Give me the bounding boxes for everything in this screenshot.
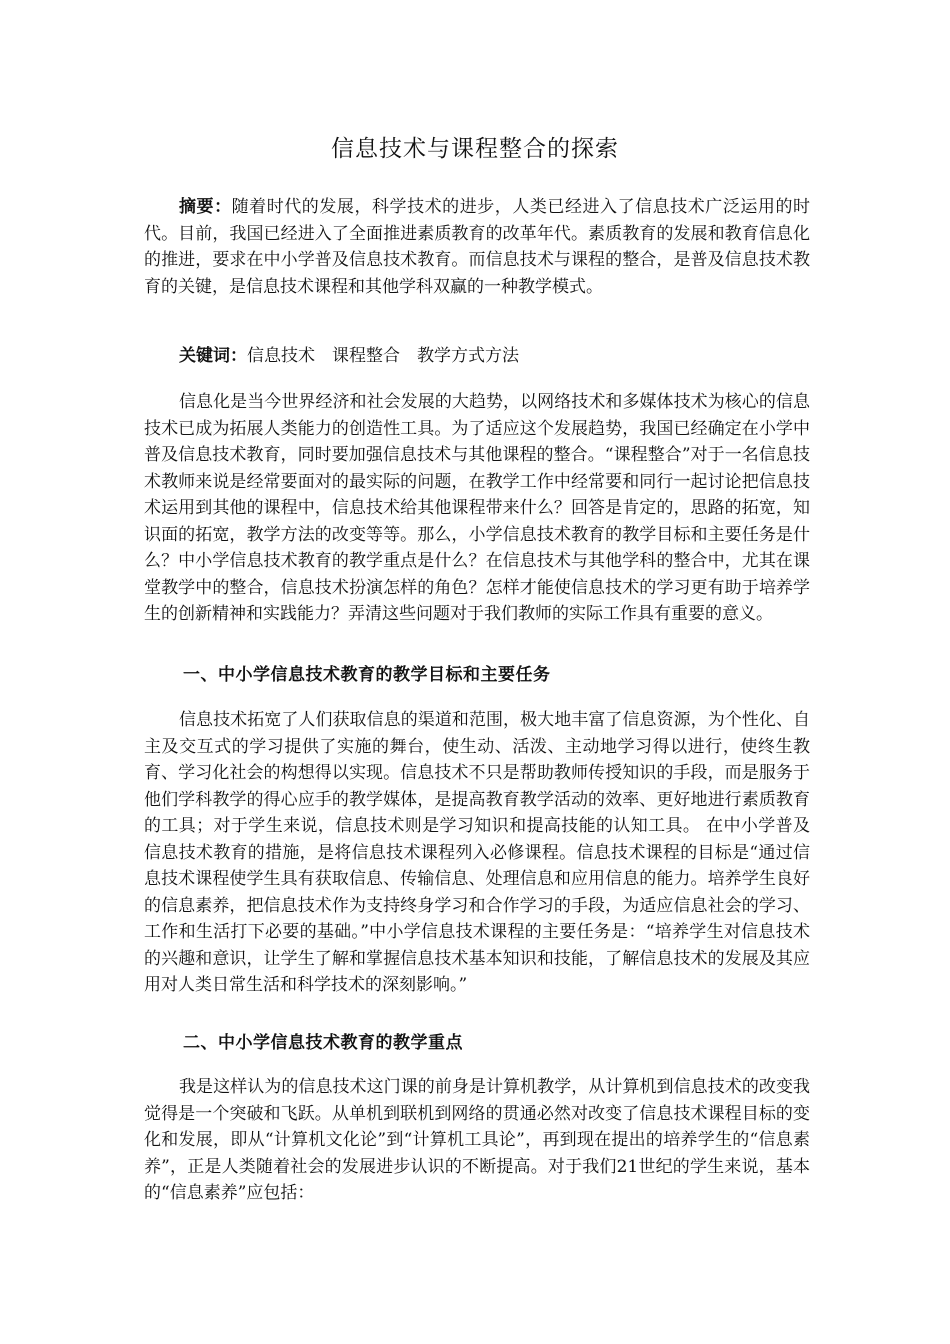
abstract-text: 随着时代的发展，科学技术的进步，人类已经进入了信息技术广泛运用的时代。目前，我国已经进入了全面推进素质教育的改革年代。素质教育的发展和教育信息化的推进，要求在中小学普及信息技术教育。而信息技术与课程的整合，是普及信息技术教育的关键，是信息技术课程和其他学科双赢的一种教学模式。: [144, 197, 811, 297]
abstract-paragraph: [144, 194, 810, 300]
keywords-label: 关键词：: [179, 346, 247, 366]
section-1-heading: 一、中小学信息技术教育的教学目标和主要任务: [183, 665, 551, 685]
abstract-label: 摘要：: [179, 197, 232, 217]
section-1-body: 信息技术拓宽了人们获取信息的渠道和范围，极大地丰富了信息资源，为个性化、自主及交互式的学习提供了实施的舞台，使生动、活泼、主动地学习得以进行，使终生教育、学习化社会的构想得以实现。信息技术不只是帮助教师传授知识的手段，而是服务于他们学科教学的得心应手的教学媒体，是提高教育教学活动的效率、更好地进行素质教育的工具；对于学生来说，信息技术则是学习知识和提高技能的认知工具。 在中小学普及信息技术教育的措施，是将信息技术课程列入必修课程。信息技术课程的目标是“通过信息技术课程使学生具有获取信息、传输信息、处理信息和应用信息的能力。培养学生良好的信息素养，把信息技术作为支持终身学习和合作学习的手段，为适应信息社会的学习、工作和生活打下必要的基础。”中小学信息技术课程的主要任务是：“培养学生对信息技术的兴趣和意识，让学生了解和掌握信息技术基本知识和技能，了解信息技术的发展及其应用对人类日常生活和科学技术的深刻影响。”: [144, 710, 810, 995]
document-title: 信息技术与课程整合的探索: [331, 136, 619, 162]
keyword-item: 教学方式方法: [417, 346, 519, 366]
section-2-body: 我是这样认为的信息技术这门课的前身是计算机教学，从计算机到信息技术的改变我觉得是一个突破和飞跃。从单机到联机到网络的贯通必然对改变了信息技术课程目标的变化和发展，即从“计算机文化论”到“计算机工具论”，再到现在提出的培养学生的“信息素养”，正是人类随着社会的发展进步认识的不断提高。对于我们21世纪的学生来说，基本的“信息素养”应包括：: [144, 1077, 810, 1203]
keyword-item: 信息技术: [247, 346, 315, 366]
keywords-line: [144, 343, 810, 370]
keyword-item: 课程整合: [332, 346, 400, 366]
section-2-heading: 二、中小学信息技术教育的教学重点: [183, 1033, 463, 1053]
intro-paragraph: 信息化是当今世界经济和社会发展的大趋势，以网络技术和多媒体技术为核心的信息技术已成为拓展人类能力的创造性工具。为了适应这个发展趋势，我国已经确定在小学中普及信息技术教育，同时要加强信息技术与其他课程的整合。“课程整合”对于一名信息技术教师来说是经常要面对的最实际的问题，在教学工作中经常要和同行一起讨论把信息技术运用到其他的课程中，信息技术给其他课程带来什么？回答是肯定的，思路的拓宽，知识面的拓宽，教学方法的改变等等。那么，小学信息技术教育的教学目标和主要任务是什么？中小学信息技术教育的教学重点是什么？在信息技术与其他学科的整合中，尤其在课堂教学中的整合，信息技术扮演怎样的角色？怎样才能使信息技术的学习更有助于培养学生的创新精神和实践能力？弄清这些问题对于我们教师的实际工作具有重要的意义。: [144, 392, 810, 624]
